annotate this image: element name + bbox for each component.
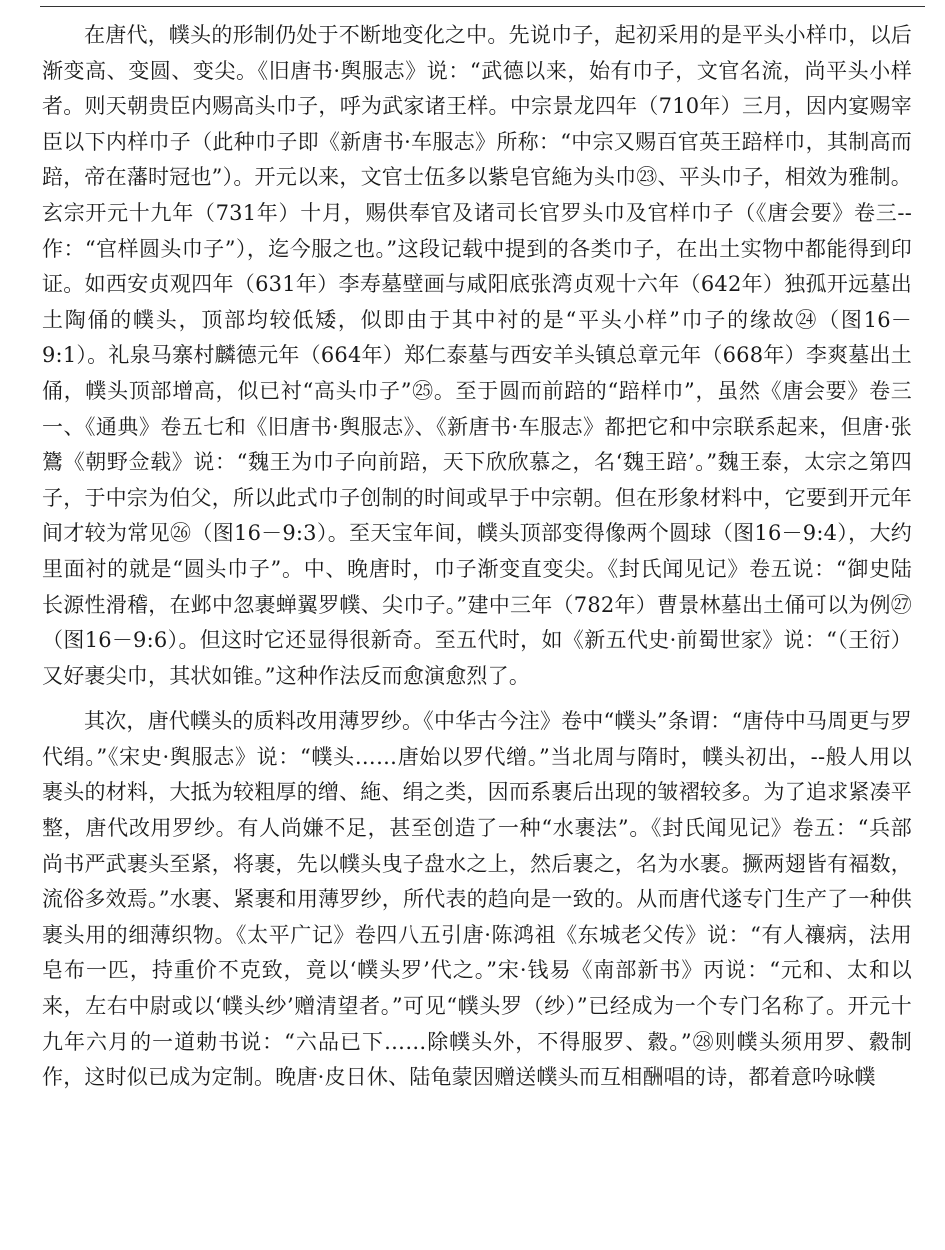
paragraph-1: 在唐代，幞头的形制仍处于不断地变化之中。先说巾子，起初采用的是平头小样巾，以后渐变高、变圆、变尖。《旧唐书·舆服志》说：“武德以来，始有巾子，文官名流，尚平头小样者。则天朝贵臣内赐高头巾子，呼为武家诸王样。中宗景龙四年（710年）三月，因内宴赐宰臣以下内样巾子（此种巾子即《新唐书·车服志》所称：“中宗又赐百官英王踣样巾，其制高而踣，帝在藩时冠也”）。开元以来，文官士伍多以紫皂官絁为头巾㉓、平头巾子，相效为雅制。玄宗开元十九年（731年）十月，赐供奉官及诸司长官罗头巾及官样巾子（《唐会要》卷三--作：“官样圆头巾子”），迄今服之也。”这段记载中提到的各类巾子，在出土实物中都能得到印证。如西安贞观四年（631年）李寿墓壁画与咸阳底张湾贞观十六年（642年）独孤开远墓出土陶俑的幞头，顶部均较低矮，似即由于其中衬的是“平头小样”巾子的缘故㉔（图16－9:1）。礼泉马寨村麟德元年（664年）郑仁泰墓与西安羊头镇总章元年（668年）李爽墓出土俑，幞头顶部增高，似已衬“高头巾子”㉕。至于圆而前踣的“踣样巾”，虽然《唐会要》卷三一、《通典》卷五七和《旧唐书·舆服志》、《新唐书·车服志》都把它和中宗联系起来，但唐·张鷟《朝野佥载》说：“魏王为巾子向前踣，天下欣欣慕之，名‘魏王踣’。”魏王泰，太宗之第四子，于中宗为伯父，所以此式巾子创制的时间或早于中宗朝。但在形象材料中，它要到开元年间才较为常见㉖（图16－9:3）。至天宝年间，幞头顶部变得像两个圆球（图16－9:4），大约里面衬的就是“圆头巾子”。中、晚唐时，巾子渐变直变尖。《封氏闻见记》卷五说：“御史陆长源性滑稽，在邺中忽裹蝉翼罗幞、尖巾子。”建中三年（782年）曹景林墓出土俑可以为例㉗（图16－9:6）。但这时它还显得很新奇。至五代时，如《新五代史·前蜀世家》说：“（王衍）又好裹尖巾，其状如锥。”这种作法反而愈演愈烈了。 xyxy=(42,23,912,688)
header-rule xyxy=(40,6,925,7)
body-text xyxy=(42,18,912,1096)
paragraph-2: 其次，唐代幞头的质料改用薄罗纱。《中华古今注》卷中“幞头”条谓：“唐侍中马周更与罗代绢。”《宋史·舆服志》说：“幞头……唐始以罗代缯。”当北周与隋时，幞头初出，--般人用以裹头的材料，大抵为较粗厚的缯、絁、绢之类，因而系裹后出现的皱褶较多。为了追求紧凑平整，唐代改用罗纱。有人尚嫌不足，甚至创造了一种“水裹法”。《封氏闻见记》卷五：“兵部尚书严武裹头至紧，将裹，先以幞头曳子盘水之上，然后裹之，名为水裹。撅两翅皆有褔数，流俗多效焉。”水裹、紧裹和用薄罗纱，所代表的趋向是一致的。从而唐代遂专门生产了一种供裹头用的细薄织物。《太平广记》卷四八五引唐·陈鸿祖《东城老父传》说：“有人禳病，法用皂布一匹，持重价不克致，竟以‘幞头罗’代之。”宋·钱易《南部新书》丙说：“元和、太和以来，左右中尉或以‘幞头纱’赠清望者。”可见“幞头罗（纱）”已经成为一个专门名称了。开元十九年六月的一道勅书说：“六品已下……除幞头外，不得服罗、縠。”㉘则幞头须用罗、縠制作，这时似已成为定制。晚唐·皮日休、陆龟蒙因赠送幞头而互相酬唱的诗，都着意吟咏幞 xyxy=(42,709,912,1090)
